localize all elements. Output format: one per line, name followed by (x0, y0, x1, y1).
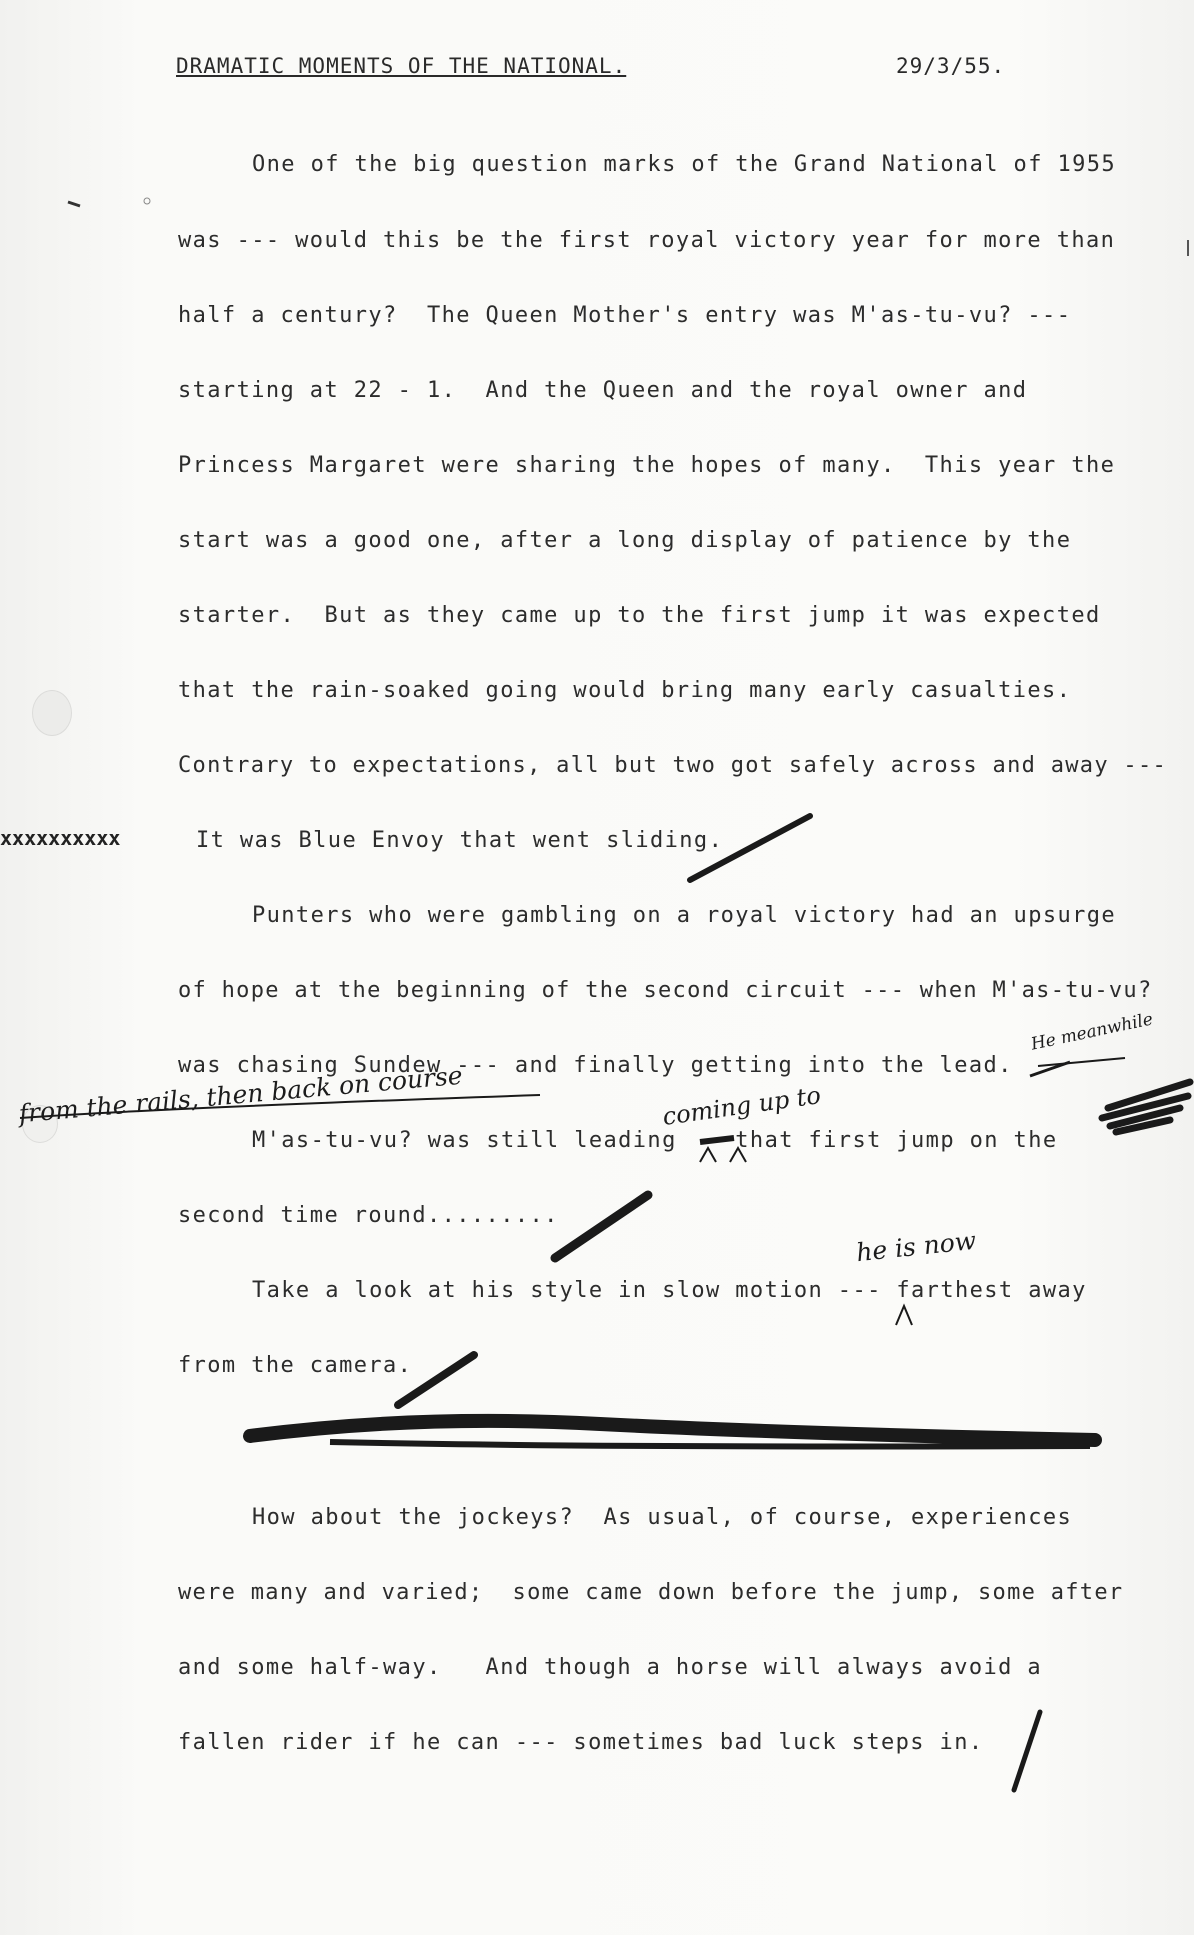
ink-scribble (1102, 1082, 1190, 1132)
body-line: that the rain-soaked going would bring many early casualties. (178, 678, 1072, 703)
punch-hole-top (32, 690, 72, 736)
handwritten-coming-up-to: coming up to (660, 1081, 823, 1131)
ink-slash (1030, 1062, 1070, 1076)
handwritten-meanwhile: He meanwhile (1029, 1009, 1155, 1055)
document-date: 29/3/55. (896, 54, 1006, 78)
ink-strikethrough-line (330, 1442, 1090, 1447)
margin-mark (144, 198, 150, 204)
body-line: It was Blue Envoy that went sliding. (196, 828, 724, 853)
ink-slash (1014, 1712, 1040, 1790)
body-line: Contrary to expectations, all but two got safely across and away --- (178, 753, 1168, 778)
ink-slash (1038, 1058, 1125, 1066)
body-line: Punters who were gambling on a royal victory had an upsurge (252, 903, 1117, 928)
body-line: starting at 22 - 1. And the Queen and the royal owner and (178, 378, 1028, 403)
body-line: second time round......... (178, 1203, 559, 1228)
body-line: were many and varied; some came down before the jump, some after (178, 1580, 1124, 1605)
document-title: DRAMATIC MOMENTS OF THE NATIONAL. (176, 54, 627, 78)
body-line: M'as-tu-vu? was still leading that first jump on the (252, 1128, 1058, 1153)
body-line: half a century? The Queen Mother's entry was M'as-tu-vu? --- (178, 303, 1072, 328)
body-line: was --- would this be the first royal victory year for more than (178, 228, 1116, 253)
ink-slash (555, 1195, 648, 1258)
body-line: Take a look at his style in slow motion --- farthest away (252, 1278, 1087, 1303)
body-line: was chasing Sundew --- and finally getting into the lead. (178, 1053, 1013, 1078)
body-line: start was a good one, after a long display of patience by the (178, 528, 1072, 553)
margin-mark (68, 202, 80, 206)
body-line: starter. But as they came up to the first jump it was expected (178, 603, 1101, 628)
body-line: from the camera. (178, 1353, 413, 1378)
ink-strikethrough-line (250, 1421, 1095, 1440)
handwritten-from-the-rails: from the rails, then back on course (17, 1060, 464, 1129)
handwritten-he-is-now: he is now (854, 1225, 978, 1268)
body-line: One of the big question marks of the Grand National of 1955 (252, 152, 1117, 177)
typed-strikeout-margin: xxxxxxxxxx (0, 826, 121, 850)
body-line: fallen rider if he can --- sometimes bad luck steps in. (178, 1730, 984, 1755)
body-line: of hope at the beginning of the second circuit --- when M'as-tu-vu? (178, 978, 1153, 1003)
body-line: and some half-way. And though a horse will always avoid a (178, 1655, 1043, 1680)
body-line: Princess Margaret were sharing the hopes of many. This year the (178, 453, 1116, 478)
ink-caret (896, 1306, 912, 1325)
body-line: How about the jockeys? As usual, of course, experiences (252, 1505, 1073, 1530)
